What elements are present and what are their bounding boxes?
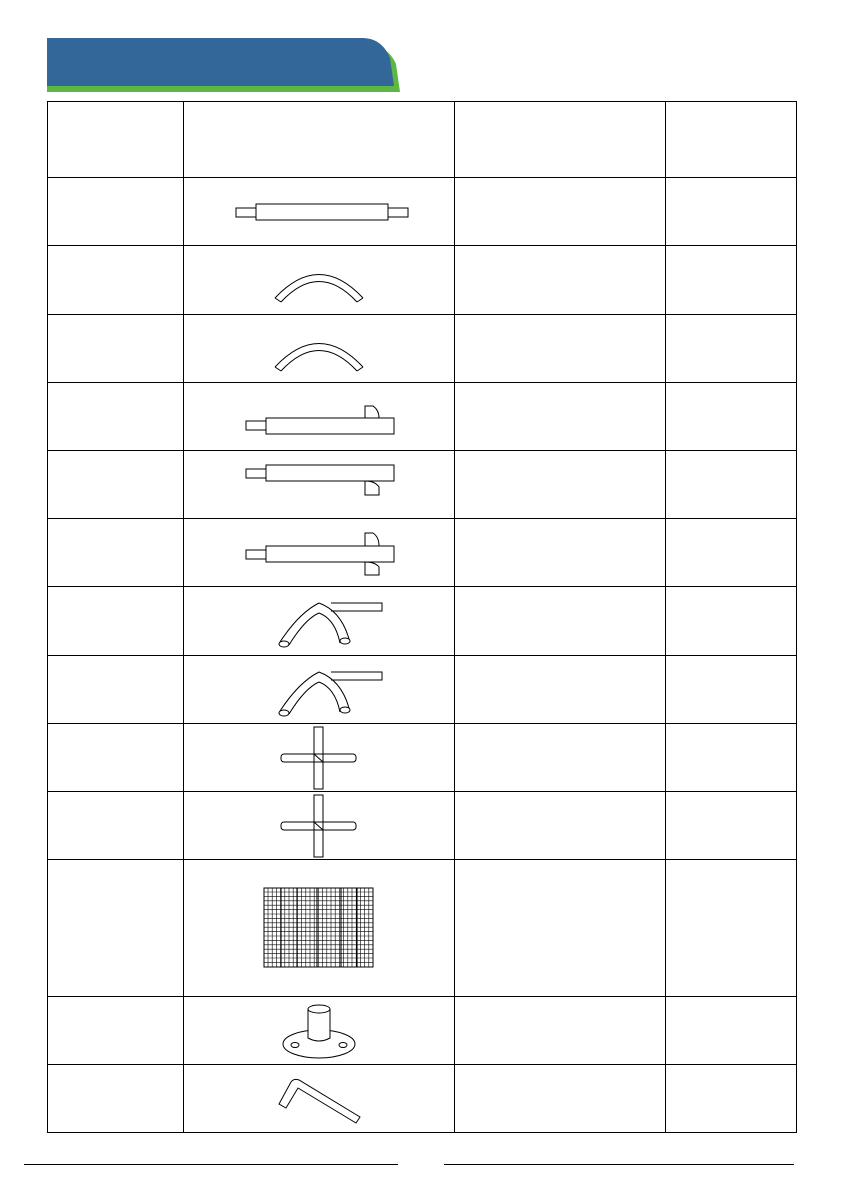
curved-tube-icon xyxy=(219,255,419,305)
curved-tube-icon xyxy=(219,324,419,374)
part-cell xyxy=(48,997,184,1065)
part-cell xyxy=(48,1065,184,1133)
header-tab xyxy=(0,0,843,100)
part-cell xyxy=(48,519,184,587)
header-cell-quantity xyxy=(666,102,797,178)
description-cell xyxy=(455,1065,666,1133)
part-cell xyxy=(48,315,184,383)
header-cell-part xyxy=(48,102,184,178)
quantity-cell xyxy=(666,860,797,997)
table-row xyxy=(48,997,797,1065)
description-cell xyxy=(455,451,666,519)
description-cell xyxy=(455,178,666,246)
tube-double-connector-icon xyxy=(219,525,419,581)
tube-bottom-connector-icon xyxy=(219,460,419,510)
part-cell xyxy=(48,724,184,792)
description-cell xyxy=(455,656,666,724)
part-cell xyxy=(48,246,184,315)
bent-tube-arm-icon xyxy=(219,591,419,651)
header-cell-image xyxy=(184,102,455,178)
table-row xyxy=(48,587,797,656)
bent-tube-arm-icon xyxy=(219,660,419,720)
part-cell xyxy=(48,383,184,451)
table-row xyxy=(48,246,797,315)
part-cell xyxy=(48,451,184,519)
quantity-cell xyxy=(666,383,797,451)
quantity-cell xyxy=(666,997,797,1065)
description-cell xyxy=(455,997,666,1065)
quantity-cell xyxy=(666,1065,797,1133)
description-cell xyxy=(455,587,666,656)
cross-connector-icon xyxy=(219,725,419,791)
table-row xyxy=(48,451,797,519)
description-cell xyxy=(455,246,666,315)
part-cell xyxy=(48,792,184,860)
table-row xyxy=(48,860,797,997)
base-plate-icon xyxy=(219,1000,419,1062)
parts-table xyxy=(47,101,797,1133)
long-tube-icon xyxy=(219,192,419,232)
part-cell xyxy=(48,178,184,246)
table-row xyxy=(48,1065,797,1133)
tube-top-connector-icon xyxy=(219,392,419,442)
table-row xyxy=(48,724,797,792)
part-cell xyxy=(48,656,184,724)
table-row xyxy=(48,383,797,451)
description-cell xyxy=(455,315,666,383)
quantity-cell xyxy=(666,315,797,383)
description-cell xyxy=(455,519,666,587)
description-cell xyxy=(455,860,666,997)
allen-key-icon xyxy=(219,1068,419,1130)
quantity-cell xyxy=(666,451,797,519)
footer-line-left xyxy=(24,1164,398,1165)
quantity-cell xyxy=(666,724,797,792)
footer-line-right xyxy=(444,1164,794,1165)
quantity-cell xyxy=(666,792,797,860)
table-header-row xyxy=(48,102,797,178)
part-cell xyxy=(48,860,184,997)
table-row xyxy=(48,519,797,587)
cross-connector-icon xyxy=(219,793,419,859)
net-mesh-icon xyxy=(263,887,375,969)
quantity-cell xyxy=(666,656,797,724)
table-row xyxy=(48,315,797,383)
description-cell xyxy=(455,724,666,792)
description-cell xyxy=(455,383,666,451)
table-row xyxy=(48,178,797,246)
header-cell-description xyxy=(455,102,666,178)
quantity-cell xyxy=(666,587,797,656)
quantity-cell xyxy=(666,178,797,246)
header-blue-tab xyxy=(47,38,394,86)
table-row xyxy=(48,656,797,724)
description-cell xyxy=(455,792,666,860)
part-cell xyxy=(48,587,184,656)
quantity-cell xyxy=(666,519,797,587)
table-row xyxy=(48,792,797,860)
quantity-cell xyxy=(666,246,797,315)
